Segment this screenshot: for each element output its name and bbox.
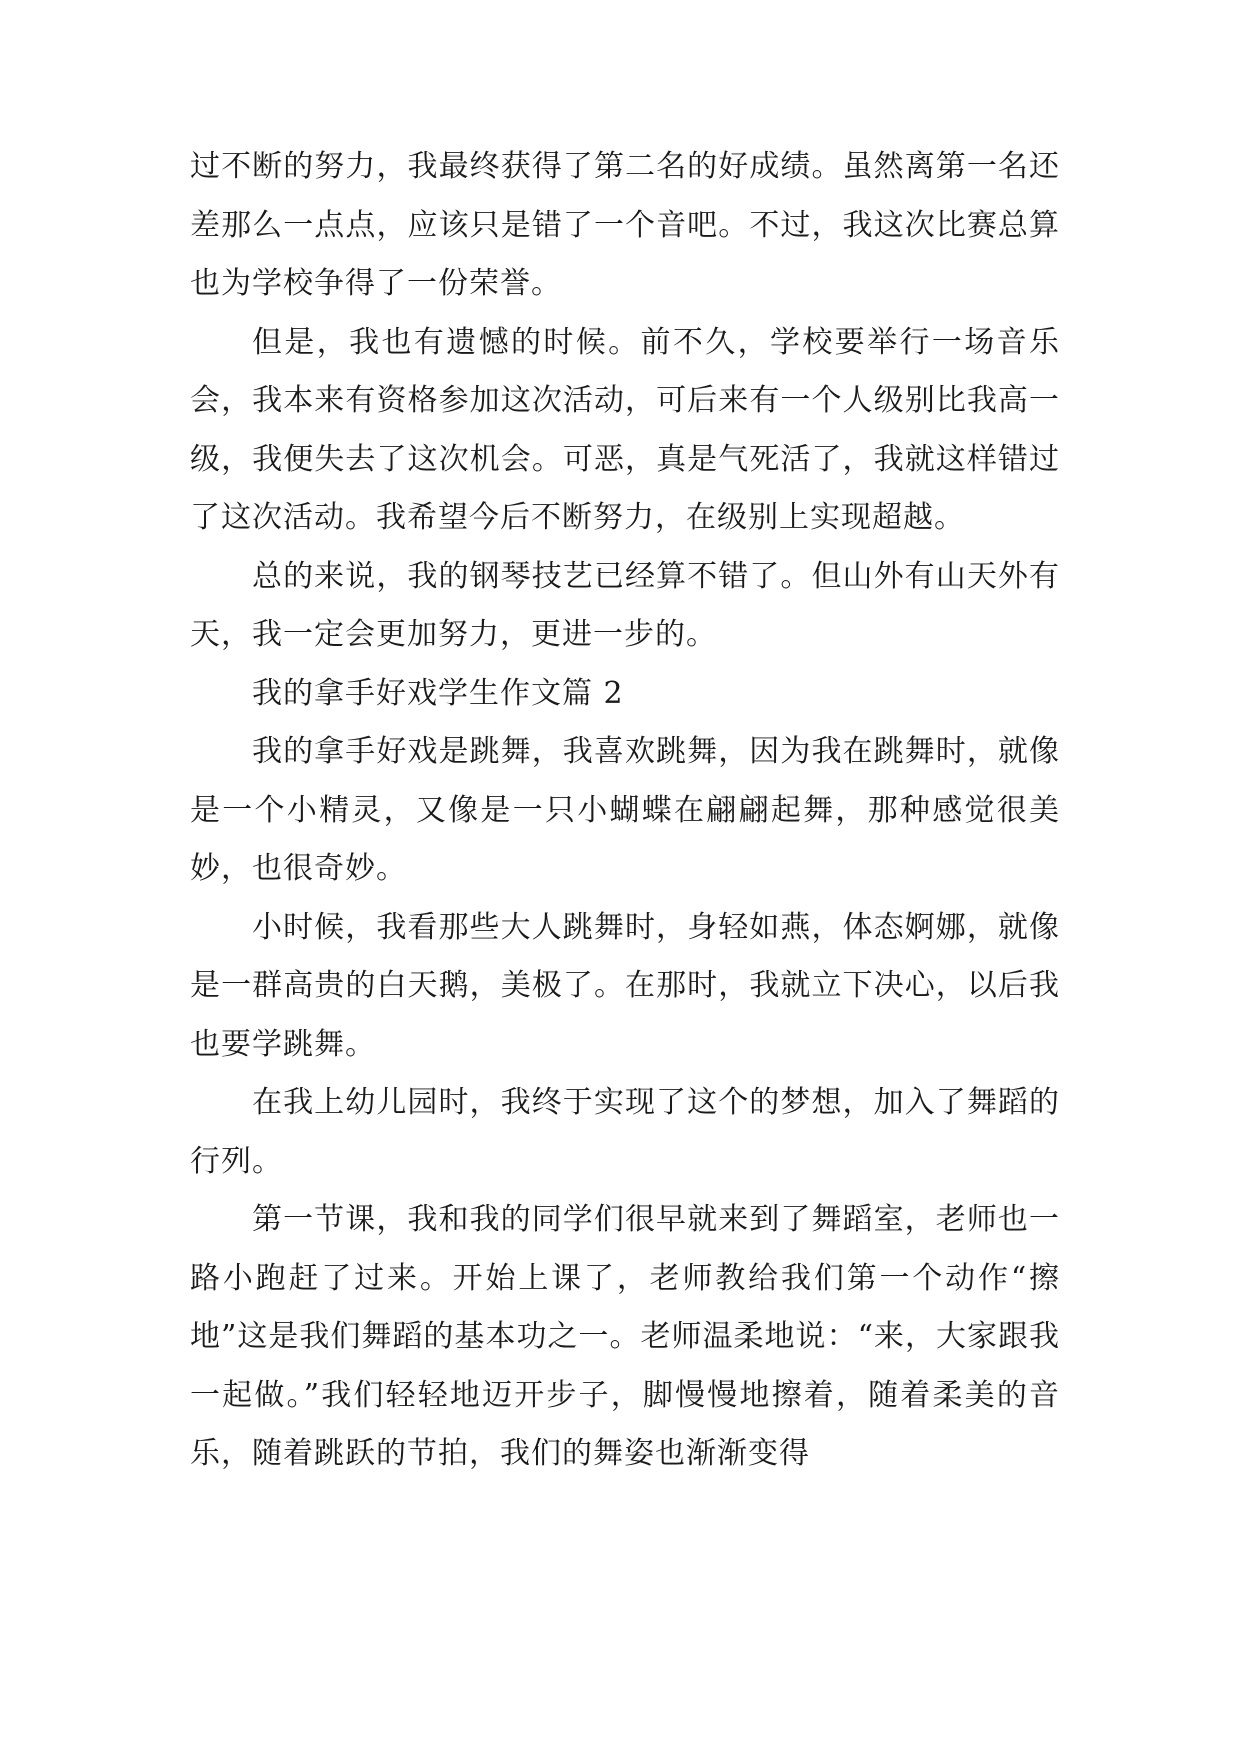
essay-heading-2: 我的拿手好戏学生作文篇 2	[252, 675, 624, 711]
paragraph-1: 过不断的努力，我最终获得了第二名的好成绩。虽然离第一名还差那么一点点，应该只是错了一个音吧。不过，我这次比赛总算也为学校争得了一份荣誉。	[190, 149, 1060, 301]
paragraph-3: 总的来说，我的钢琴技艺已经算不错了。但山外有山天外有天，我一定会更加努力，更进一步的。	[190, 558, 1060, 652]
essay-body	[190, 138, 1060, 1484]
paragraph-5: 我的拿手好戏是跳舞，我喜欢跳舞，因为我在跳舞时，就像是一个小精灵，又像是一只小蝴蝶在翩翩起舞，那种感觉很美妙，也很奇妙。	[190, 734, 1060, 886]
paragraph-7: 在我上幼儿园时，我终于实现了这个的梦想，加入了舞蹈的行列。	[190, 1085, 1060, 1179]
paragraph-2: 但是，我也有遗憾的时候。前不久，学校要举行一场音乐会，我本来有资格参加这次活动，可后来有一个人级别比我高一级，我便失去了这次机会。可恶，真是气死活了，我就这样错过了这次活动。我希望今后不断努力，在级别上实现超越。	[190, 324, 1060, 535]
paragraph-8: 第一节课，我和我的同学们很早就来到了舞蹈室，老师也一路小跑赶了过来。开始上课了，老师教给我们第一个动作“擦地”这是我们舞蹈的基本功之一。老师温柔地说：“来，大家跟我一起做。”我们轻轻地迈开步子，脚慢慢地擦着，随着柔美的音乐，随着跳跃的节拍，我们的舞姿也渐渐变得	[190, 1202, 1060, 1471]
paragraph-6: 小时候，我看那些大人跳舞时，身轻如燕，体态婀娜，就像是一群高贵的白天鹅，美极了。在那时，我就立下决心，以后我也要学跳舞。	[190, 909, 1060, 1062]
